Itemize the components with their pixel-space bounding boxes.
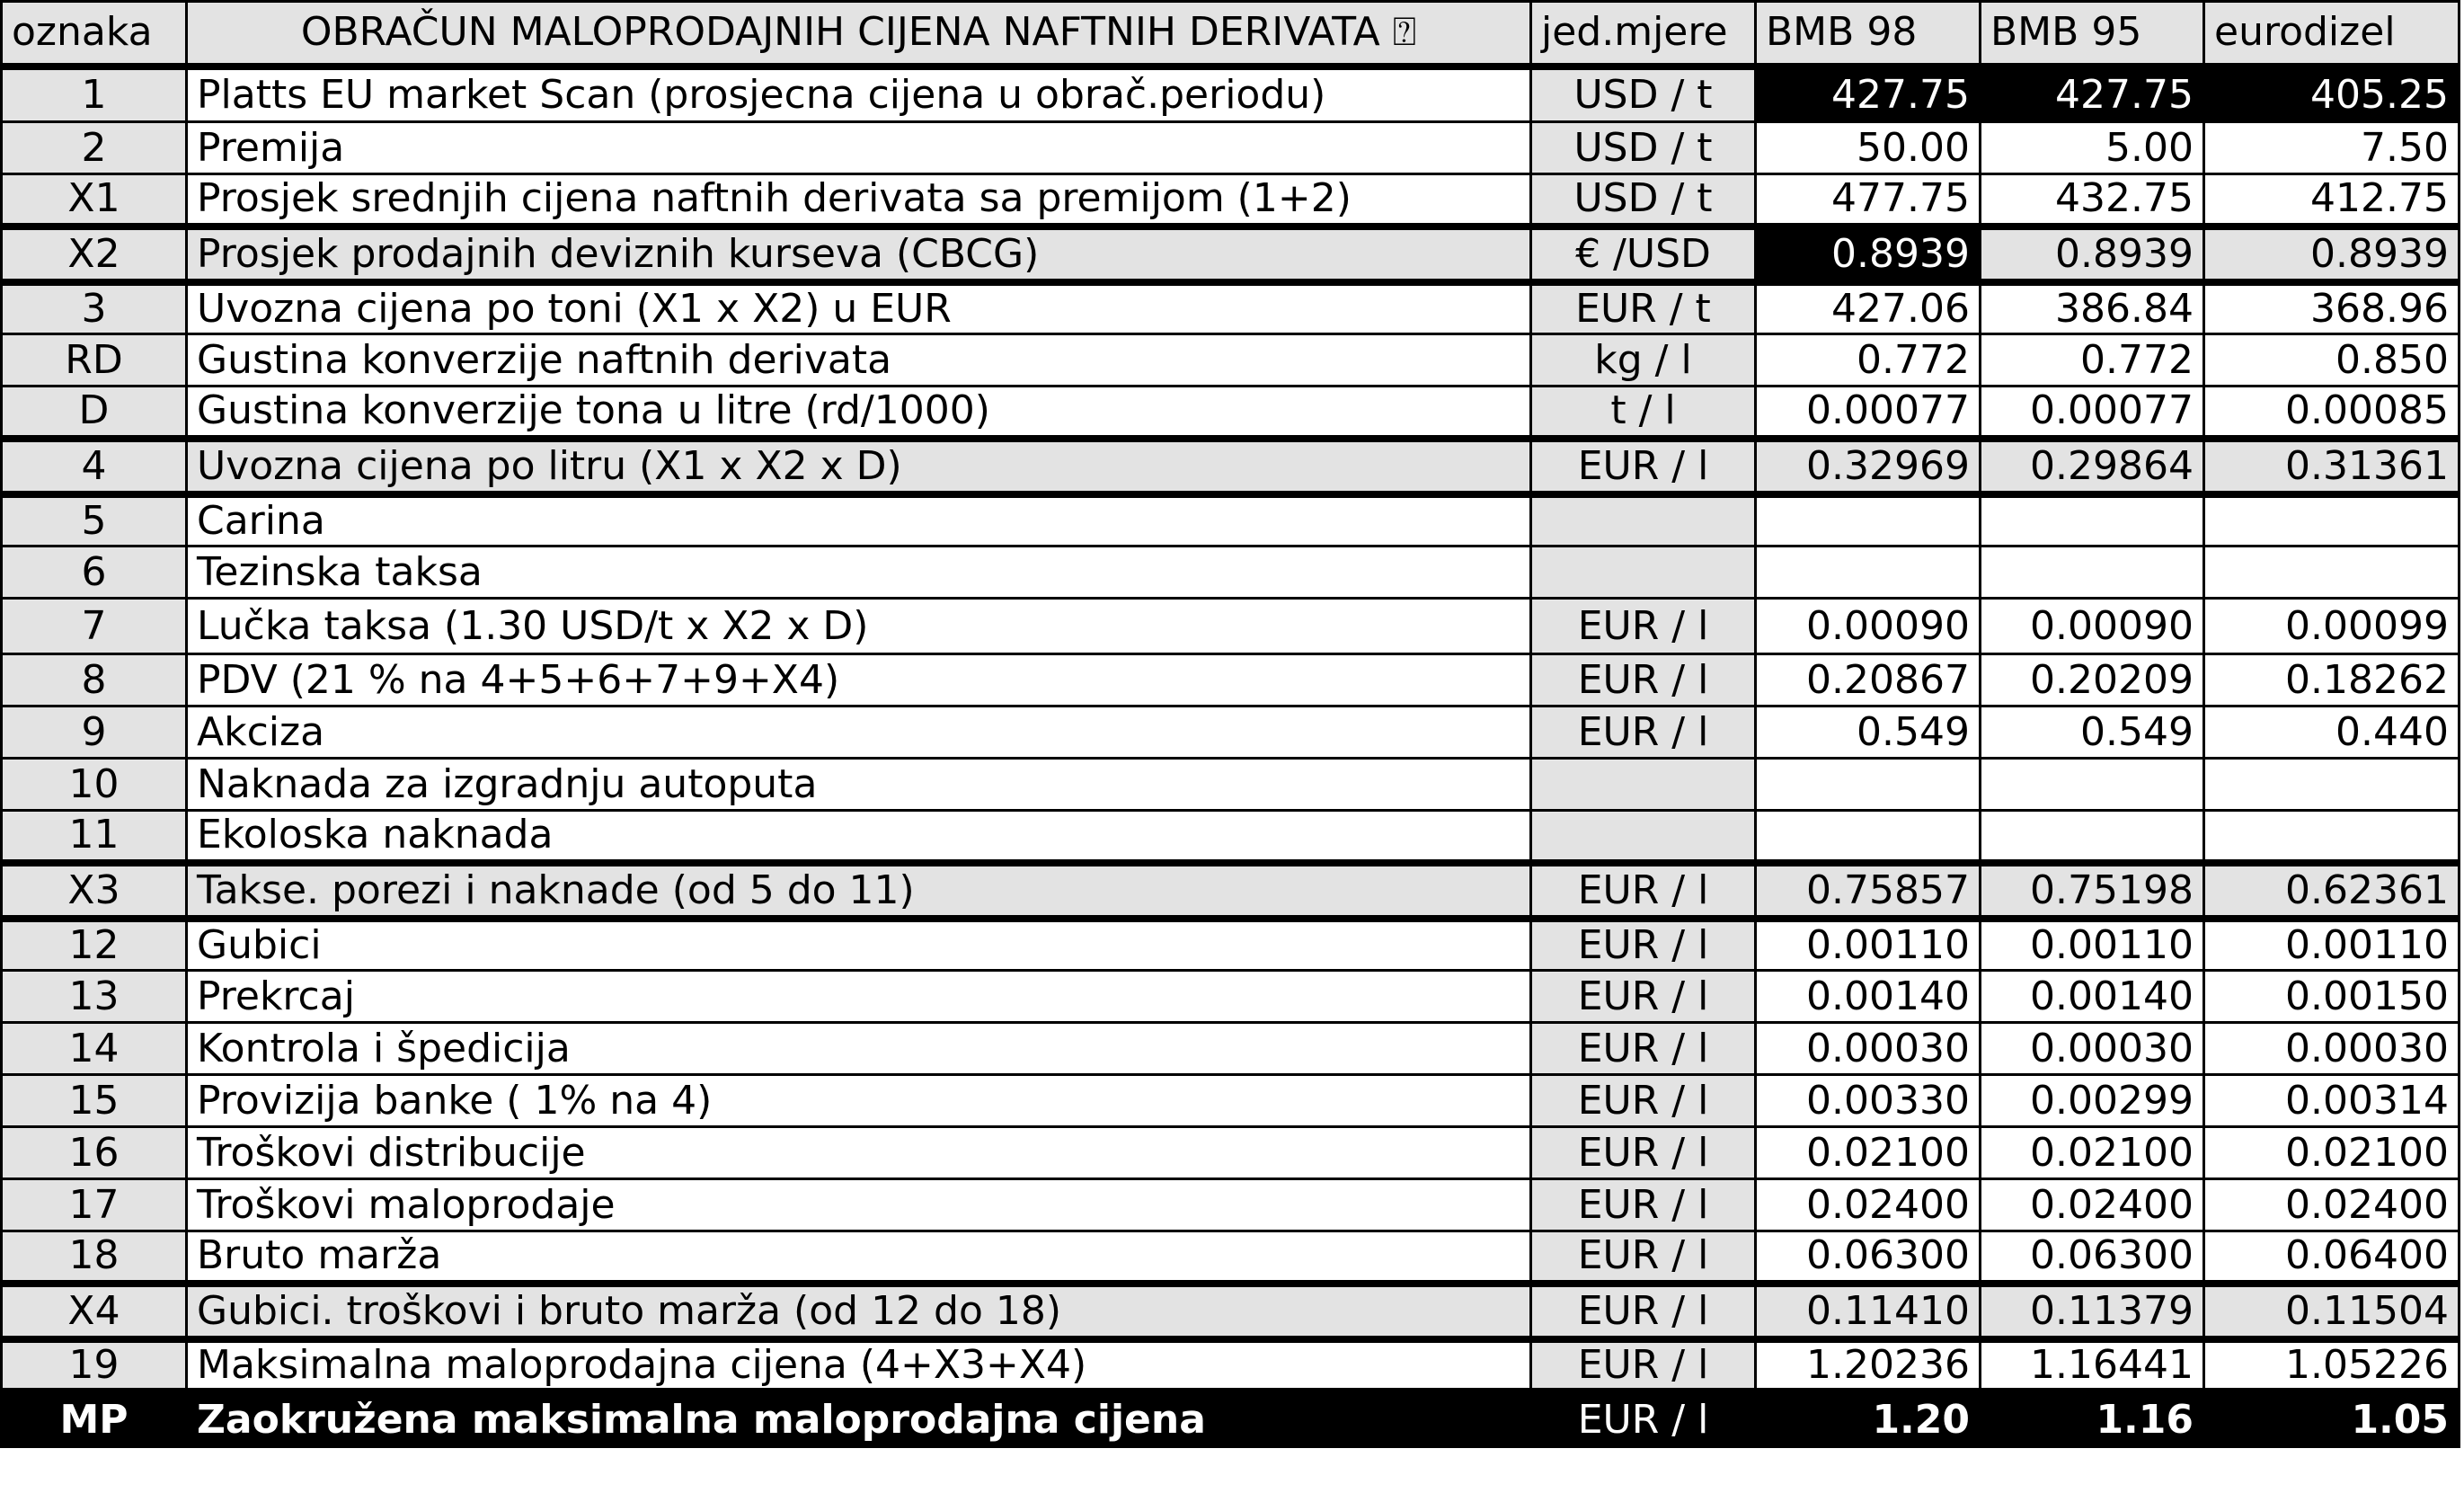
value-bmb95: 0.772 (1981, 334, 2204, 387)
value-eurodizel: 0.02100 (2204, 1127, 2460, 1179)
row-description: Provizija banke ( 1% na 4) (187, 1075, 1531, 1127)
value-bmb98: 0.02100 (1756, 1127, 1981, 1179)
row-unit: EUR / l (1531, 1391, 1756, 1447)
value-eurodizel: 0.00099 (2204, 599, 2460, 654)
table-row (2, 334, 2460, 387)
value-eurodizel: 0.8939 (2204, 227, 2460, 282)
row-unit: EUR / l (1531, 439, 1756, 494)
row-unit: EUR / l (1531, 599, 1756, 654)
value-bmb95 (1981, 811, 2204, 863)
value-bmb98: 50.00 (1756, 122, 1981, 174)
row-description: Troškovi distribucije (187, 1127, 1531, 1179)
row-unit: USD / t (1531, 67, 1756, 122)
table-row (2, 67, 2460, 122)
value-bmb95: 0.00030 (1981, 1023, 2204, 1075)
table-row (2, 439, 2460, 494)
row-code: D (2, 387, 187, 439)
row-unit (1531, 811, 1756, 863)
value-eurodizel: 0.31361 (2204, 439, 2460, 494)
table-row (2, 494, 2460, 547)
row-unit: kg / l (1531, 334, 1756, 387)
row-unit: EUR / l (1531, 1023, 1756, 1075)
value-eurodizel: 0.06400 (2204, 1231, 2460, 1284)
value-bmb98: 0.8939 (1756, 227, 1981, 282)
row-description: Gustina konverzije naftnih derivata (187, 334, 1531, 387)
value-eurodizel: 0.00030 (2204, 1023, 2460, 1075)
row-code: 8 (2, 654, 187, 707)
value-bmb95: 0.00110 (1981, 919, 2204, 971)
header-fuel-eurodizel: eurodizel (2204, 2, 2460, 67)
row-unit: EUR / l (1531, 1339, 1756, 1391)
value-eurodizel: 0.11504 (2204, 1284, 2460, 1339)
row-unit (1531, 547, 1756, 599)
row-description: Platts EU market Scan (prosjecna cijena u obrač.periodu) (187, 67, 1531, 122)
row-description: Lučka taksa (1.30 USD/t x X2 x D) (187, 599, 1531, 654)
table-row (2, 707, 2460, 759)
value-bmb98 (1756, 494, 1981, 547)
value-bmb98: 427.06 (1756, 282, 1981, 334)
value-eurodizel (2204, 547, 2460, 599)
header-fuel-bmb98: BMB 98 (1756, 2, 1981, 67)
value-eurodizel (2204, 494, 2460, 547)
value-bmb95: 0.29864 (1981, 439, 2204, 494)
row-unit: EUR / l (1531, 654, 1756, 707)
table-row (2, 1179, 2460, 1231)
row-code: X4 (2, 1284, 187, 1339)
row-code: MP (2, 1391, 187, 1447)
value-bmb95: 0.00090 (1981, 599, 2204, 654)
value-bmb95: 0.06300 (1981, 1231, 2204, 1284)
value-bmb98: 1.20236 (1756, 1339, 1981, 1391)
value-eurodizel: 0.00150 (2204, 971, 2460, 1023)
table-row (2, 387, 2460, 439)
table-row (2, 811, 2460, 863)
value-eurodizel: 7.50 (2204, 122, 2460, 174)
row-unit: t / l (1531, 387, 1756, 439)
row-description: Maksimalna maloprodajna cijena (4+X3+X4) (187, 1339, 1531, 1391)
row-description: Gubici (187, 919, 1531, 971)
value-eurodizel (2204, 759, 2460, 811)
row-code: 3 (2, 282, 187, 334)
row-code: 13 (2, 971, 187, 1023)
row-description: Prosjek srednjih cijena naftnih derivata sa premijom (1+2) (187, 174, 1531, 227)
value-bmb98: 0.00077 (1756, 387, 1981, 439)
value-eurodizel: 0.02400 (2204, 1179, 2460, 1231)
row-description: Akciza (187, 707, 1531, 759)
table-row (2, 1075, 2460, 1127)
row-code: 1 (2, 67, 187, 122)
row-unit: EUR / l (1531, 863, 1756, 919)
value-bmb98: 0.549 (1756, 707, 1981, 759)
header-unit: jed.mjere (1531, 2, 1756, 67)
row-unit: USD / t (1531, 174, 1756, 227)
value-bmb98 (1756, 811, 1981, 863)
value-bmb95: 1.16441 (1981, 1339, 2204, 1391)
value-bmb95: 386.84 (1981, 282, 2204, 334)
value-bmb95 (1981, 759, 2204, 811)
value-eurodizel (2204, 811, 2460, 863)
header-fuel-bmb95: BMB 95 (1981, 2, 2204, 67)
row-description: Zaokružena maksimalna maloprodajna cijena (187, 1391, 1531, 1447)
value-bmb98: 0.32969 (1756, 439, 1981, 494)
value-eurodizel: 1.05 (2204, 1391, 2460, 1447)
row-unit (1531, 759, 1756, 811)
value-bmb95: 432.75 (1981, 174, 2204, 227)
row-code: 7 (2, 599, 187, 654)
row-unit: EUR / l (1531, 971, 1756, 1023)
value-bmb98: 0.00330 (1756, 1075, 1981, 1127)
value-bmb98: 477.75 (1756, 174, 1981, 227)
value-bmb98 (1756, 547, 1981, 599)
table-row (2, 919, 2460, 971)
value-bmb98 (1756, 759, 1981, 811)
row-code: 15 (2, 1075, 187, 1127)
row-code: 14 (2, 1023, 187, 1075)
table-row (2, 971, 2460, 1023)
table-row (2, 1023, 2460, 1075)
row-description: Naknada za izgradnju autoputa (187, 759, 1531, 811)
row-code: 4 (2, 439, 187, 494)
table-row (2, 1339, 2460, 1391)
row-unit: EUR / l (1531, 1075, 1756, 1127)
value-bmb95: 5.00 (1981, 122, 2204, 174)
value-bmb98: 0.20867 (1756, 654, 1981, 707)
row-description: Gustina konverzije tona u litre (rd/1000) (187, 387, 1531, 439)
value-eurodizel: 368.96 (2204, 282, 2460, 334)
row-description: Prekrcaj (187, 971, 1531, 1023)
value-bmb95: 427.75 (1981, 67, 2204, 122)
row-description: Tezinska taksa (187, 547, 1531, 599)
row-unit: EUR / l (1531, 1179, 1756, 1231)
table-row (2, 174, 2460, 227)
value-bmb95: 0.75198 (1981, 863, 2204, 919)
value-bmb95: 0.00140 (1981, 971, 2204, 1023)
row-description: Gubici. troškovi i bruto marža (od 12 do 18) (187, 1284, 1531, 1339)
table-row (2, 759, 2460, 811)
row-unit: USD / t (1531, 122, 1756, 174)
value-bmb95: 0.00299 (1981, 1075, 2204, 1127)
row-code: X3 (2, 863, 187, 919)
table-row (2, 1127, 2460, 1179)
value-bmb98: 427.75 (1756, 67, 1981, 122)
value-bmb98: 0.772 (1756, 334, 1981, 387)
value-eurodizel: 405.25 (2204, 67, 2460, 122)
row-code: X2 (2, 227, 187, 282)
value-bmb98: 0.00090 (1756, 599, 1981, 654)
value-eurodizel: 0.62361 (2204, 863, 2460, 919)
value-bmb98: 0.00140 (1756, 971, 1981, 1023)
table-row (2, 654, 2460, 707)
row-unit: EUR / l (1531, 919, 1756, 971)
value-bmb98: 0.11410 (1756, 1284, 1981, 1339)
row-unit (1531, 494, 1756, 547)
row-description: Uvozna cijena po toni (X1 x X2) u EUR (187, 282, 1531, 334)
row-code: 19 (2, 1339, 187, 1391)
row-description: Bruto marža (187, 1231, 1531, 1284)
table-title: OBRAČUN MALOPRODAJNIH CIJENA NAFTNIH DERIVATA ⍰ (187, 2, 1531, 67)
header-code: oznaka (2, 2, 187, 67)
value-bmb95: 0.549 (1981, 707, 2204, 759)
row-code: 11 (2, 811, 187, 863)
table-row (2, 863, 2460, 919)
row-description: Uvozna cijena po litru (X1 x X2 x D) (187, 439, 1531, 494)
row-code: X1 (2, 174, 187, 227)
value-bmb98: 1.20 (1756, 1391, 1981, 1447)
table-row (2, 282, 2460, 334)
row-code: 2 (2, 122, 187, 174)
row-code: 5 (2, 494, 187, 547)
value-eurodizel: 0.850 (2204, 334, 2460, 387)
row-code: 9 (2, 707, 187, 759)
row-code: 16 (2, 1127, 187, 1179)
row-unit: EUR / l (1531, 1127, 1756, 1179)
table-row (2, 1284, 2460, 1339)
table-row (2, 122, 2460, 174)
value-bmb95: 0.00077 (1981, 387, 2204, 439)
row-description: PDV (21 % na 4+5+6+7+9+X4) (187, 654, 1531, 707)
row-unit: € /USD (1531, 227, 1756, 282)
value-bmb95: 1.16 (1981, 1391, 2204, 1447)
value-bmb98: 0.02400 (1756, 1179, 1981, 1231)
row-description: Prosjek prodajnih deviznih kurseva (CBCG) (187, 227, 1531, 282)
table-row (2, 599, 2460, 654)
value-bmb95 (1981, 494, 2204, 547)
table-row (2, 227, 2460, 282)
value-bmb98: 0.00110 (1756, 919, 1981, 971)
value-bmb95: 0.02400 (1981, 1179, 2204, 1231)
row-code: 18 (2, 1231, 187, 1284)
row-unit: EUR / l (1531, 707, 1756, 759)
header-row (2, 2, 2460, 67)
row-code: RD (2, 334, 187, 387)
value-eurodizel: 0.440 (2204, 707, 2460, 759)
row-unit: EUR / l (1531, 1231, 1756, 1284)
row-description: Troškovi maloprodaje (187, 1179, 1531, 1231)
value-eurodizel: 0.00085 (2204, 387, 2460, 439)
value-bmb95 (1981, 547, 2204, 599)
row-code: 17 (2, 1179, 187, 1231)
value-eurodizel: 412.75 (2204, 174, 2460, 227)
row-code: 12 (2, 919, 187, 971)
row-description: Ekoloska naknada (187, 811, 1531, 863)
row-description: Kontrola i špedicija (187, 1023, 1531, 1075)
value-bmb98: 0.06300 (1756, 1231, 1981, 1284)
final-price-row (2, 1391, 2460, 1447)
value-eurodizel: 0.00314 (2204, 1075, 2460, 1127)
value-bmb98: 0.00030 (1756, 1023, 1981, 1075)
value-bmb95: 0.20209 (1981, 654, 2204, 707)
row-code: 6 (2, 547, 187, 599)
row-description: Premija (187, 122, 1531, 174)
value-eurodizel: 0.18262 (2204, 654, 2460, 707)
row-unit: EUR / l (1531, 1284, 1756, 1339)
value-eurodizel: 1.05226 (2204, 1339, 2460, 1391)
row-description: Carina (187, 494, 1531, 547)
row-description: Takse. porezi i naknade (od 5 do 11) (187, 863, 1531, 919)
value-bmb95: 0.02100 (1981, 1127, 2204, 1179)
value-bmb98: 0.75857 (1756, 863, 1981, 919)
value-eurodizel: 0.00110 (2204, 919, 2460, 971)
table-row (2, 1231, 2460, 1284)
table-row (2, 547, 2460, 599)
value-bmb95: 0.8939 (1981, 227, 2204, 282)
row-code: 10 (2, 759, 187, 811)
row-unit: EUR / t (1531, 282, 1756, 334)
value-bmb95: 0.11379 (1981, 1284, 2204, 1339)
